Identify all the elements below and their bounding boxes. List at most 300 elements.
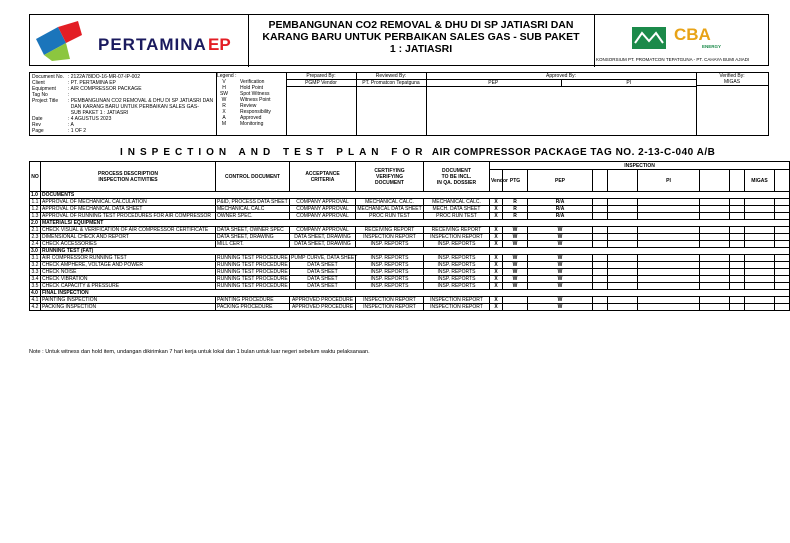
- row-accept: DATA SHEET, DRAWING: [290, 234, 356, 241]
- row-desc: AIR COMPRESSOR RUNNING TEST: [41, 255, 216, 262]
- contractor-logo: [594, 15, 770, 67]
- footer-note: Note : Untuk witness dan hold item, undangan dikirimkan 7 hari kerja untuk lokal dan 1 bulan untuk luar negeri sebelum waktu pelaksanaan.: [29, 349, 370, 355]
- legend: [216, 73, 287, 136]
- prepared-by-box: [286, 73, 357, 136]
- col-doc: DOCUMENT TO BE INCL. IN QA. DOSSIER: [424, 162, 490, 192]
- row-certify: INSP. REPORTS: [356, 262, 424, 269]
- info-value: DAN KARANG BARU UNTUK PERBAIKAN SALES GAS-: [68, 104, 199, 110]
- row-control: RUNNING TEST PROCEDURE: [217, 276, 288, 282]
- col-control: CONTROL DOCUMENT: [216, 162, 290, 192]
- row-desc: APPROVAL OF RUNNING TEST PROCEDURES FOR AIR COMPRESSOR: [41, 213, 216, 220]
- col-desc: PROCESS DESCRIPTION INSPECTION ACTIVITIES: [41, 162, 216, 192]
- row-accept: DATA SHEET, DRAWING: [290, 241, 356, 248]
- col-blank-1: [593, 170, 608, 192]
- row-ptg: [503, 304, 528, 311]
- plan-title-spaced: INSPECTION AND TEST PLAN FOR: [120, 147, 428, 158]
- row-desc: CHECK VIBRATION: [41, 276, 216, 283]
- row-empty-cell: [593, 269, 608, 276]
- col-migas: MIGAS: [745, 170, 775, 192]
- approved-by-label: Approved By:: [426, 73, 696, 80]
- row-empty-cell: [608, 234, 638, 241]
- row-empty-cell: [745, 297, 775, 304]
- row-ptg: W: [503, 276, 528, 283]
- logo-ep: EP: [208, 35, 231, 54]
- verified-by-label: Verified By:: [719, 73, 745, 79]
- row-empty-cell: [700, 304, 730, 311]
- prepared-by-label: Prepared By:: [286, 73, 356, 80]
- row-control: DATA SHEET, OWNER SPEC: [216, 227, 290, 234]
- row-no: 3.3: [30, 269, 41, 276]
- table-row: [30, 213, 790, 220]
- row-empty-cell: [775, 304, 790, 311]
- legend-item: [216, 121, 286, 127]
- table-row: [30, 199, 790, 206]
- legend-code: SW: [219, 91, 229, 97]
- row-certify: MECHANICAL CALC.: [356, 199, 424, 206]
- row-empty-cell: [593, 213, 608, 220]
- row-pep: W: [528, 255, 593, 262]
- row-no: 3.5: [30, 283, 41, 290]
- row-empty-cell: [745, 234, 775, 241]
- row-empty-cell: [700, 269, 730, 276]
- row-accept: COMPANY APPROVAL: [290, 213, 356, 220]
- row-empty-cell: [745, 206, 775, 213]
- row-empty-cell: [638, 234, 700, 241]
- reviewed-by-label: Reviewed By:: [356, 73, 426, 80]
- reviewed-by-value: PT. Promatcon Tepatguna: [356, 80, 426, 87]
- row-desc: DIMENSIONAL CHECK AND REPORT: [41, 234, 216, 241]
- row-empty-cell: [730, 304, 745, 311]
- section-no: 2.0: [30, 220, 41, 227]
- row-ptg: R: [503, 199, 528, 206]
- row-empty-cell: [700, 297, 730, 304]
- row-accept: DATA SHEET: [290, 262, 356, 269]
- section-no: 4.0: [30, 290, 41, 297]
- row-desc: CHECK NOISE: [41, 269, 216, 276]
- row-pep: W: [528, 241, 593, 248]
- row-empty-cell: [745, 283, 775, 290]
- document-title: [248, 15, 595, 67]
- row-desc: CHECK VISUAL & VERIFICATION OF AIR COMPRESSOR CERTIFICATE: [41, 227, 216, 234]
- section-row: [30, 248, 790, 255]
- section-row: [30, 290, 790, 297]
- row-empty-cell: [730, 227, 745, 234]
- row-empty-cell: [700, 241, 730, 248]
- info-label: Date: [32, 116, 43, 122]
- row-doc: INSP. REPORTS: [424, 276, 490, 283]
- row-desc: APPROVAL OF MECHANICAL CALCULATION: [41, 199, 216, 206]
- reviewed-by-box: [356, 73, 427, 136]
- itp-table: [29, 161, 790, 311]
- row-no: 3.4: [30, 276, 41, 283]
- verified-by-box: [696, 73, 768, 136]
- row-doc: INSP. REPORTS: [424, 262, 490, 269]
- info-label: Tag No: [32, 92, 48, 98]
- row-empty-cell: [700, 262, 730, 269]
- row-control: MECHANICAL CALC: [216, 206, 290, 213]
- row-no: 4.2: [30, 304, 41, 311]
- row-empty-cell: [593, 199, 608, 206]
- legend-code: M: [221, 121, 227, 127]
- row-no: 4.1: [30, 297, 41, 304]
- row-empty-cell: [608, 304, 638, 311]
- title-line-3: 1 : JATIASRI: [389, 43, 453, 55]
- row-empty-cell: [593, 283, 608, 290]
- legend-desc: Responsibility: [240, 109, 271, 115]
- col-pi: PI: [638, 170, 700, 192]
- row-empty-cell: [745, 276, 775, 283]
- row-no: 3.2: [30, 262, 41, 269]
- row-empty-cell: [593, 241, 608, 248]
- col-blank-2: [608, 170, 638, 192]
- row-control: MILL CERT.: [216, 241, 290, 248]
- row-empty-cell: [700, 255, 730, 262]
- row-certify: INSPECTION REPORT: [356, 297, 424, 304]
- section-title: DOCUMENTS: [41, 192, 790, 199]
- info-label: Document No.: [32, 74, 64, 80]
- section-no: 1.0: [30, 192, 41, 199]
- row-accept: DATA SHEET: [290, 276, 356, 283]
- row-empty-cell: [700, 276, 730, 283]
- row-pep: W: [528, 283, 593, 290]
- row-empty-cell: [775, 241, 790, 248]
- row-no: 1.2: [30, 206, 41, 213]
- row-empty-cell: [608, 297, 638, 304]
- row-control: RUNNING TEST PROCEDURE: [217, 283, 288, 289]
- row-accept: DATA SHEET: [290, 283, 356, 290]
- row-empty-cell: [775, 262, 790, 269]
- row-certify: MECHANICAL DATA SHEET: [357, 206, 422, 212]
- row-empty-cell: [745, 213, 775, 220]
- row-vendor: X: [490, 297, 503, 304]
- row-ptg: W: [503, 262, 528, 269]
- legend-desc: Spot Witness: [240, 91, 270, 97]
- row-accept: COMPANY APPROVAL: [290, 199, 356, 206]
- row-pep: R/A: [528, 213, 593, 220]
- info-label: Project Title: [32, 98, 59, 104]
- info-value: : 2122A78IDO-16-MR-07-IP-002: [68, 74, 140, 80]
- row-empty-cell: [730, 206, 745, 213]
- row-empty-cell: [745, 262, 775, 269]
- row-certify: INSP. REPORTS: [356, 255, 424, 262]
- row-empty-cell: [700, 213, 730, 220]
- row-doc: PROC RUN TEST: [424, 213, 490, 220]
- legend-code: W: [221, 97, 227, 103]
- row-certify: INSPECTION REPORT: [356, 234, 424, 241]
- table-row: [30, 255, 790, 262]
- row-desc: CHECK ACCESSORIES: [41, 241, 216, 248]
- info-label: Rev: [32, 122, 41, 128]
- row-desc: CHECK AMPHERE, VOLTAGE AND POWER: [41, 262, 216, 269]
- row-empty-cell: [730, 255, 745, 262]
- row-empty-cell: [638, 297, 700, 304]
- row-desc: CHECK CAPACITY & PRESSURE: [41, 283, 216, 290]
- row-doc: INSP. REPORTS: [424, 241, 490, 248]
- row-empty-cell: [700, 283, 730, 290]
- row-pep: W: [528, 227, 593, 234]
- legend-code: R: [222, 103, 226, 109]
- row-accept: DATA SHEET: [290, 269, 356, 276]
- section-title: RUNNING TEST (FAT): [41, 248, 790, 255]
- row-empty-cell: [638, 283, 700, 290]
- row-control: PACKING PROCEDURE: [216, 304, 290, 311]
- row-vendor: X: [490, 227, 503, 234]
- row-control: RUNNING TEST PROCEDURE: [217, 269, 288, 275]
- row-empty-cell: [638, 269, 700, 276]
- col-no: NO: [30, 162, 41, 192]
- row-empty-cell: [700, 227, 730, 234]
- row-pep: W: [528, 234, 593, 241]
- row-empty-cell: [775, 283, 790, 290]
- row-empty-cell: [775, 199, 790, 206]
- table-row: [30, 283, 790, 290]
- row-empty-cell: [608, 227, 638, 234]
- info-value: : PT. PERTAMINA EP: [68, 80, 116, 86]
- row-ptg: W: [503, 227, 528, 234]
- legend-desc: Verification: [240, 79, 265, 85]
- row-no: 2.1: [30, 227, 41, 234]
- row-certify: PROC RUN TEST: [356, 213, 424, 220]
- row-empty-cell: [608, 199, 638, 206]
- project-details: [31, 73, 217, 136]
- row-pep: R/A: [528, 206, 593, 213]
- row-accept: PUMP CURVE, DATA SHEET: [291, 255, 358, 261]
- info-value: :: [68, 92, 70, 98]
- row-doc: INSPECTION REPORT: [424, 304, 490, 311]
- row-empty-cell: [593, 234, 608, 241]
- row-empty-cell: [638, 276, 700, 283]
- row-empty-cell: [730, 297, 745, 304]
- row-empty-cell: [593, 255, 608, 262]
- row-empty-cell: [700, 234, 730, 241]
- row-empty-cell: [608, 241, 638, 248]
- legend-desc: Approved: [240, 115, 262, 121]
- row-no: 2.3: [30, 234, 41, 241]
- legend-code: X: [222, 109, 226, 115]
- section-title: FINAL INSPECTION: [41, 290, 790, 297]
- approved-by-box: [426, 73, 697, 136]
- row-doc: INSP. REPORTS: [424, 255, 490, 262]
- info-label: Equipment: [32, 86, 56, 92]
- section-row: [30, 192, 790, 199]
- row-doc: INSPECTION REPORT: [424, 234, 490, 241]
- row-accept: APPROVED PROCEDURE: [290, 297, 356, 304]
- row-certify: INSP. REPORTS: [356, 241, 424, 248]
- info-label: Page: [32, 128, 44, 134]
- row-empty-cell: [638, 206, 700, 213]
- row-empty-cell: [638, 241, 700, 248]
- legend-code: A: [222, 115, 226, 121]
- row-control: OWNER SPEC.: [216, 213, 290, 220]
- row-pep: W: [528, 262, 593, 269]
- row-ptg: [503, 297, 528, 304]
- pertamina-logo-icon: [36, 21, 96, 61]
- legend-code: H: [222, 85, 226, 91]
- row-empty-cell: [608, 283, 638, 290]
- row-empty-cell: [745, 241, 775, 248]
- legend-desc: Witness Point: [240, 97, 271, 103]
- row-vendor: X: [490, 206, 503, 213]
- row-doc: INSP. REPORTS: [424, 269, 490, 276]
- row-empty-cell: [745, 269, 775, 276]
- row-ptg: R: [503, 206, 528, 213]
- row-pep: W: [528, 304, 593, 311]
- row-vendor: X: [490, 213, 503, 220]
- row-empty-cell: [638, 199, 700, 206]
- row-empty-cell: [775, 206, 790, 213]
- table-row: [30, 227, 790, 234]
- row-empty-cell: [730, 241, 745, 248]
- title-line-1: PEMBANGUNAN CO2 REMOVAL & DHU DI SP JATIASRI DAN: [268, 19, 574, 31]
- col-blank-4: [730, 170, 745, 192]
- row-empty-cell: [638, 304, 700, 311]
- row-control: DATA SHEET, DRAWING: [216, 234, 290, 241]
- row-empty-cell: [593, 262, 608, 269]
- row-empty-cell: [730, 283, 745, 290]
- section-title: MATERIALS/ EQUIPMENT: [41, 220, 790, 227]
- row-empty-cell: [593, 276, 608, 283]
- row-pep: W: [528, 297, 593, 304]
- info-value: : AIR COMPRESSOR PACKAGE: [68, 86, 142, 92]
- section-no: 3.0: [30, 248, 41, 255]
- row-control: P&ID, PROCESS DATA SHEET: [217, 199, 288, 205]
- row-empty-cell: [700, 199, 730, 206]
- table-row: [30, 269, 790, 276]
- info-value: SUB PAKET 1 : JATIASRI: [68, 110, 129, 116]
- table-row: [30, 234, 790, 241]
- table-row: [30, 262, 790, 269]
- row-desc: PAINTING INSPECTION: [41, 297, 216, 304]
- row-empty-cell: [608, 262, 638, 269]
- table-row: [30, 304, 790, 311]
- row-empty-cell: [730, 213, 745, 220]
- row-vendor: X: [490, 304, 503, 311]
- row-empty-cell: [593, 206, 608, 213]
- cba-sub: ENERGY: [702, 44, 722, 49]
- row-empty-cell: [608, 255, 638, 262]
- info-value: : A: [68, 122, 74, 128]
- row-ptg: W: [503, 241, 528, 248]
- row-pep: W: [528, 269, 593, 276]
- row-desc: PACKING INSPECTION: [41, 304, 216, 311]
- title-line-2: KARANG BARU UNTUK PERBAIKAN SALES GAS - SUB PAKET: [262, 31, 580, 43]
- pertamina-logo: [30, 15, 249, 67]
- col-vendor: Vendor: [490, 170, 503, 192]
- row-control: PAINTING PROCEDURE: [216, 297, 290, 304]
- row-empty-cell: [775, 297, 790, 304]
- info-row: [32, 128, 215, 134]
- consortium-name: KONSORSIUM PT. PROMATCON TEPATGUNA - PT. CAHAYA BUMI AJIADI: [596, 57, 750, 62]
- row-vendor: X: [490, 255, 503, 262]
- plan-title-tail: AIR COMPRESSOR PACKAGE TAG NO. 2-13-C-040 A/B: [431, 147, 716, 158]
- row-empty-cell: [775, 276, 790, 283]
- col-blank-5: [775, 170, 790, 192]
- row-no: 3.1: [30, 255, 41, 262]
- legend-title: Legend :: [217, 73, 237, 79]
- row-doc: RECEIVING REPORT: [424, 227, 490, 234]
- col-inspection: INSPECTION: [490, 162, 790, 170]
- row-certify: INSP. REPORTS: [356, 283, 424, 290]
- row-accept: APPROVED PROCEDURE: [290, 304, 356, 311]
- row-empty-cell: [593, 297, 608, 304]
- row-vendor: X: [490, 241, 503, 248]
- row-empty-cell: [775, 234, 790, 241]
- row-vendor: X: [490, 199, 503, 206]
- row-vendor: X: [490, 234, 503, 241]
- row-ptg: W: [503, 269, 528, 276]
- table-row: [30, 276, 790, 283]
- legend-desc: Hold Point: [240, 85, 264, 91]
- cba-logo-icon: [632, 27, 666, 49]
- row-empty-cell: [608, 213, 638, 220]
- row-doc: INSP. REPORTS: [424, 283, 490, 290]
- row-no: 1.3: [30, 213, 41, 220]
- approved-pi: PI: [626, 80, 632, 86]
- col-certify: CERTIFYING VERIFYING DOCUMENT: [356, 162, 424, 192]
- row-empty-cell: [730, 276, 745, 283]
- legend-code: V: [222, 79, 226, 85]
- row-empty-cell: [608, 206, 638, 213]
- row-empty-cell: [638, 213, 700, 220]
- legend-desc: Review: [240, 103, 257, 109]
- row-control: RUNNING TEST PROCEDURE: [217, 262, 288, 268]
- row-ptg: R: [503, 213, 528, 220]
- approved-pep: PEP: [426, 80, 562, 86]
- table-row: [30, 206, 790, 213]
- row-empty-cell: [730, 234, 745, 241]
- row-certify: INSP. REPORTS: [356, 269, 424, 276]
- row-empty-cell: [775, 213, 790, 220]
- row-empty-cell: [775, 255, 790, 262]
- row-empty-cell: [593, 227, 608, 234]
- row-empty-cell: [775, 269, 790, 276]
- row-accept: COMPANY APPROVAL: [290, 227, 356, 234]
- row-empty-cell: [745, 255, 775, 262]
- legend-desc: Monitoring: [240, 121, 264, 127]
- row-empty-cell: [730, 269, 745, 276]
- row-doc: MECH. DATA SHEET: [424, 206, 490, 213]
- row-vendor: X: [490, 283, 503, 290]
- table-row: [30, 241, 790, 248]
- row-empty-cell: [745, 199, 775, 206]
- row-empty-cell: [745, 227, 775, 234]
- row-empty-cell: [730, 262, 745, 269]
- row-doc: INSPECTION REPORT: [424, 297, 490, 304]
- row-desc: APPROVAL OF MECHANICAL DATA SHEET: [41, 206, 216, 213]
- row-empty-cell: [745, 304, 775, 311]
- verified-by-value: MIGAS: [696, 79, 768, 86]
- table-row: [30, 297, 790, 304]
- row-control: RUNNING TEST PROCEDURE: [217, 255, 288, 261]
- row-empty-cell: [593, 304, 608, 311]
- row-empty-cell: [608, 276, 638, 283]
- row-vendor: X: [490, 276, 503, 283]
- row-vendor: X: [490, 262, 503, 269]
- row-empty-cell: [608, 269, 638, 276]
- col-accept: ACCEPTANCE CRITERIA: [290, 162, 356, 192]
- project-info-block: [29, 72, 769, 136]
- row-empty-cell: [775, 227, 790, 234]
- info-label: Client: [32, 80, 45, 86]
- row-empty-cell: [730, 199, 745, 206]
- row-no: 2.4: [30, 241, 41, 248]
- row-certify: RECEIVING REPORT: [356, 227, 424, 234]
- row-certify: INSPECTION REPORT: [356, 304, 424, 311]
- document-header: [29, 14, 769, 66]
- info-value: : 4 AGUSTUS 2023: [68, 116, 112, 122]
- info-value: : PEMBANGUNAN CO2 REMOVAL & DHU DI SP JATIASRI DAN: [68, 98, 214, 104]
- plan-title: [120, 142, 715, 160]
